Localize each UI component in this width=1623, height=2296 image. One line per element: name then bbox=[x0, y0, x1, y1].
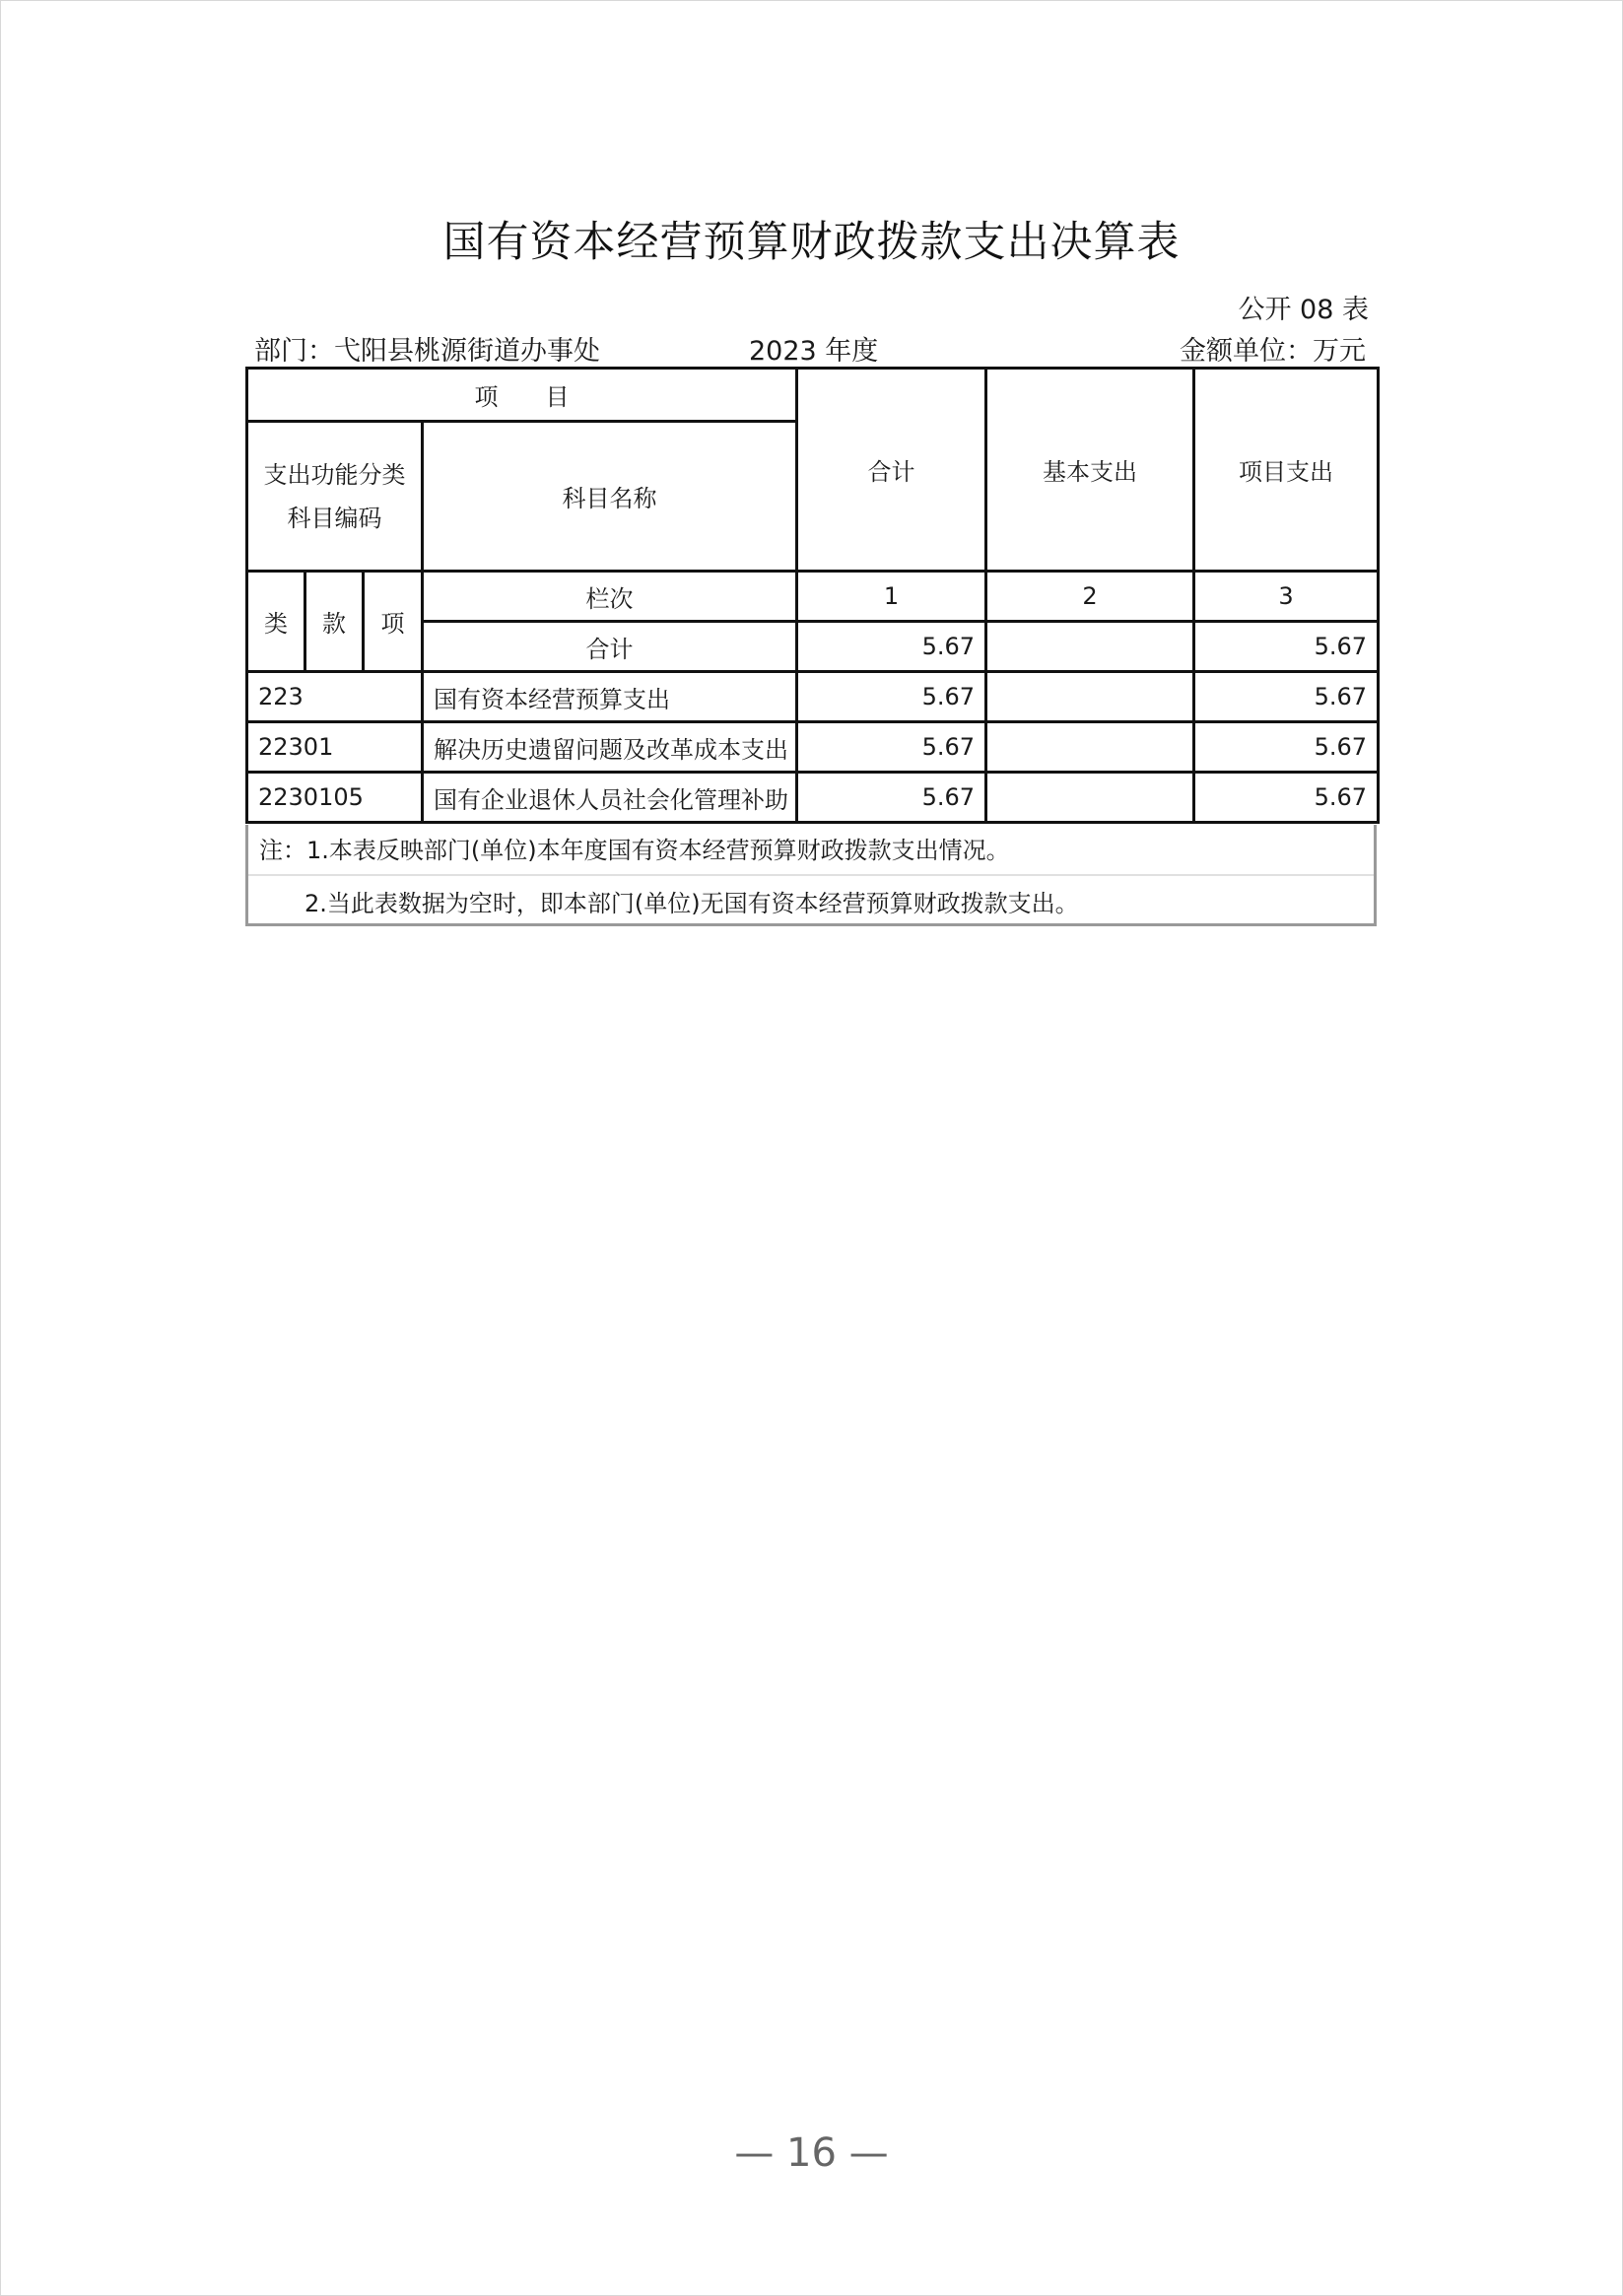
row-total: 5.67 bbox=[797, 773, 986, 823]
row-project: 5.67 bbox=[1194, 773, 1379, 823]
header-total: 合计 bbox=[797, 369, 986, 572]
header-lei: 类 bbox=[247, 572, 305, 672]
row-code: 22301 bbox=[247, 722, 423, 773]
summary-total: 5.67 bbox=[797, 622, 986, 672]
form-number: 公开 08 表 bbox=[1238, 295, 1369, 325]
row-basic bbox=[986, 773, 1194, 823]
col-number-1: 1 bbox=[797, 572, 986, 622]
header-kuan: 款 bbox=[305, 572, 364, 672]
table-row bbox=[247, 773, 1379, 823]
header-subject-name: 科目名称 bbox=[423, 422, 797, 572]
row-code: 2230105 bbox=[247, 773, 423, 823]
row-code: 223 bbox=[247, 672, 423, 722]
notes-divider bbox=[248, 874, 1374, 876]
page-number: — 16 — bbox=[734, 2130, 889, 2176]
notes-box bbox=[245, 825, 1377, 926]
row-basic bbox=[986, 672, 1194, 722]
department-label: 部门：弋阳县桃源街道办事处 bbox=[254, 336, 600, 367]
row-total: 5.67 bbox=[797, 672, 986, 722]
row-name: 国有资本经营预算支出 bbox=[423, 672, 797, 722]
header-item: 项 目 bbox=[247, 369, 797, 422]
summary-label: 合计 bbox=[423, 622, 797, 672]
col-number-3: 3 bbox=[1194, 572, 1379, 622]
page-title: 国有资本经营预算财政拨款支出决算表 bbox=[442, 218, 1181, 267]
header-xiang: 项 bbox=[364, 572, 423, 672]
row-basic bbox=[986, 722, 1194, 773]
summary-project: 5.67 bbox=[1194, 622, 1379, 672]
table-row bbox=[247, 722, 1379, 773]
header-basic: 基本支出 bbox=[986, 369, 1194, 572]
row-name: 国有企业退休人员社会化管理补助 bbox=[423, 773, 797, 823]
year-label: 2023 年度 bbox=[749, 336, 879, 367]
budget-table bbox=[245, 367, 1380, 824]
table-row bbox=[247, 672, 1379, 722]
meta-row bbox=[254, 329, 1366, 367]
unit-label: 金额单位：万元 bbox=[1180, 336, 1366, 367]
header-project: 项目支出 bbox=[1194, 369, 1379, 572]
row-total: 5.67 bbox=[797, 722, 986, 773]
row-name: 解决历史遗留问题及改革成本支出 bbox=[423, 722, 797, 773]
row-project: 5.67 bbox=[1194, 722, 1379, 773]
note-2: 2.当此表数据为空时，即本部门(单位)无国有资本经营预算财政拨款支出。 bbox=[304, 890, 1079, 917]
col-number-2: 2 bbox=[986, 572, 1194, 622]
summary-basic bbox=[986, 622, 1194, 672]
header-lanci: 栏次 bbox=[423, 572, 797, 622]
note-1: 注：1.本表反映部门(单位)本年度国有资本经营预算财政拨款支出情况。 bbox=[259, 837, 1010, 864]
header-func-class: 支出功能分类科目编码 bbox=[247, 422, 423, 572]
row-project: 5.67 bbox=[1194, 672, 1379, 722]
